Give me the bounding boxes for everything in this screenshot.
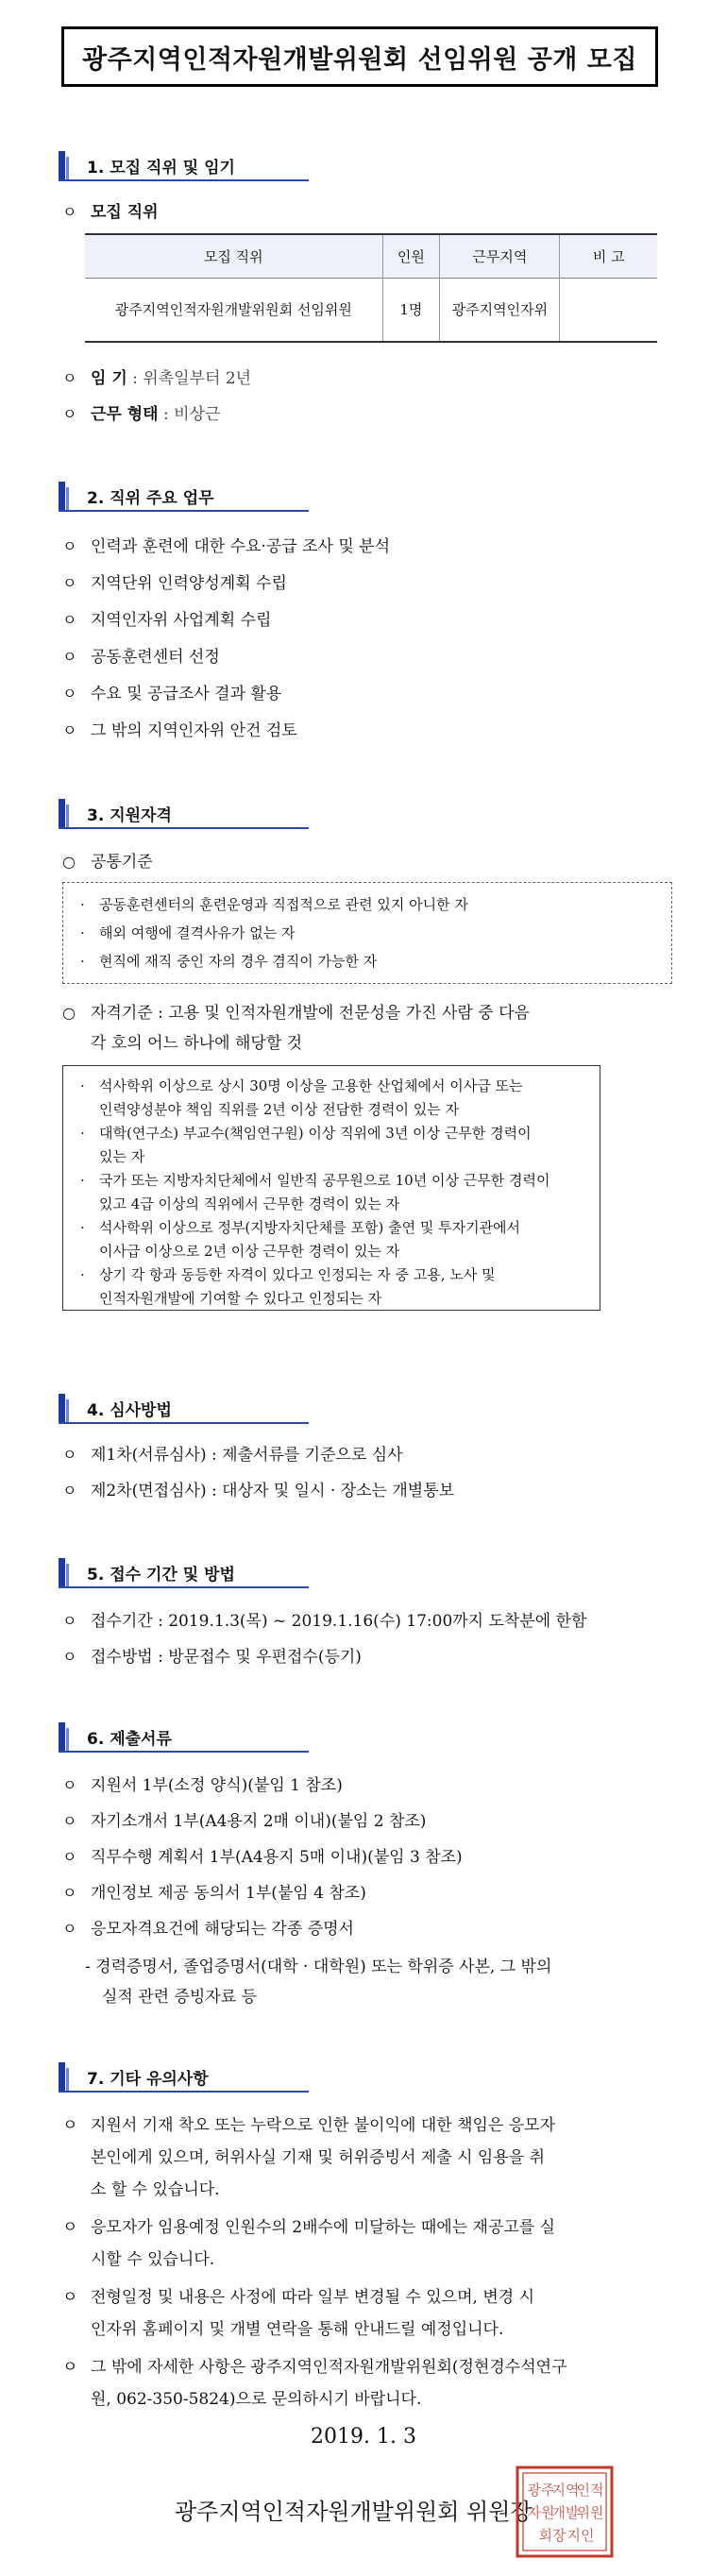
note-paragraph-cont: 본인에게 있으며, 허위사실 기재 및 허위증빙서 제출 시 임용을 취 [91, 2148, 546, 2167]
term-line: ㅇ 임 기 : 위촉일부터 2년 [62, 369, 252, 388]
common-criteria-box [62, 882, 672, 984]
section-3-heading-text: 3. 지원자격 [87, 806, 172, 825]
list-item-cont: 이사급 이상으로 2년 이상 근무한 경력이 있는 자 [99, 1243, 400, 1260]
section-7-heading-text: 7. 기타 유의사항 [87, 2070, 209, 2089]
svg-text:인적: 인적 [576, 2482, 604, 2499]
list-item: ㅇ 접수방법 : 방문접수 및 우편접수(등기) [62, 1648, 362, 1667]
list-item: ㅇ 제1차(서류심사) : 제출서류를 기준으로 심사 [62, 1446, 403, 1465]
table-header: 근무지역 [440, 234, 560, 278]
section-2-heading-text: 2. 직위 주요 업무 [87, 489, 214, 508]
table-cell: 1명 [382, 278, 440, 342]
sub-list-line-1: - 경력증명서, 졸업증명서(대학 · 대학원) 또는 학위증 사본, 그 밖의 [85, 1957, 552, 1976]
page-title: 광주지역인적자원개발위원회 선임위원 공개 모집 [61, 26, 658, 87]
list-item: · 석사학위 이상으로 정부(지방자치단체를 포함) 출연 및 투자기관에서 [80, 1219, 521, 1236]
section-1-heading [59, 149, 309, 181]
svg-text:지역: 지역 [551, 2482, 580, 2499]
section-6-heading [59, 1720, 309, 1753]
table-header: 인원 [382, 234, 440, 278]
section-4-heading-text: 4. 심사방법 [87, 1401, 172, 1420]
svg-text:위원: 위원 [576, 2504, 604, 2521]
list-item: ㅇ 직무수행 계획서 1부(A4용지 5매 이내)(붙임 3 참조) [62, 1848, 463, 1867]
list-item: · 해외 여행에 결격사유가 없는 자 [80, 924, 296, 941]
table-cell [560, 278, 657, 342]
table-cell: 광주지역인자위 [440, 278, 560, 342]
svg-text:광주: 광주 [527, 2482, 555, 2499]
work-type-line: ㅇ 근무 형태 : 비상근 [62, 405, 221, 424]
note-paragraph: ㅇ 그 밖에 자세한 사항은 광주지역인적자원개발위원회(정현경수석연구 [62, 2358, 567, 2377]
note-paragraph-cont: 시할 수 있습니다. [91, 2250, 215, 2269]
table-row [85, 278, 657, 342]
svg-text:지인: 지인 [566, 2527, 595, 2544]
note-paragraph-cont: 원, 062-350-5824)으로 문의하시기 바랍니다. [91, 2390, 422, 2409]
official-seal-icon [515, 2465, 615, 2559]
document-date: 2019. 1. 3 [311, 2425, 416, 2449]
list-item: ㅇ 자기소개서 1부(A4용지 2매 이내)(붙임 2 참조) [62, 1812, 427, 1831]
qualification-box [62, 1065, 600, 1311]
note-paragraph-cont: 소 할 수 있습니다. [91, 2180, 220, 2199]
note-paragraph: ㅇ 지원서 기재 착오 또는 누락으로 인한 불이익에 대한 책임은 응모자 [62, 2116, 556, 2135]
note-paragraph-cont: 인자위 홈페이지 및 개별 연락을 통해 안내드릴 예정입니다. [91, 2320, 504, 2339]
list-item: · 현직에 재직 중인 자의 경우 겸직이 가능한 자 [80, 953, 378, 970]
list-item: ㅇ 개인정보 제공 동의서 1부(붙임 4 참조) [62, 1884, 366, 1903]
section-6-heading-text: 6. 제출서류 [87, 1730, 172, 1749]
section-1-heading-text: 1. 모집 직위 및 임기 [87, 159, 235, 178]
table-header: 모집 직위 [203, 247, 263, 265]
table-cell: 광주지역인적자원개발위원회 선임위원 [114, 301, 352, 319]
qualification-line-2: 각 호의 어느 하나에 해당할 것 [91, 1034, 303, 1053]
note-paragraph: ㅇ 전형일정 및 내용은 사정에 따라 일부 변경될 수 있으며, 변경 시 [62, 2288, 534, 2307]
list-item-cont: 있고 4급 이상의 직위에서 근무한 경력이 있는 자 [99, 1195, 400, 1212]
list-item: · 공동훈련센터의 훈련운영과 직접적으로 관련 있지 아니한 자 [80, 896, 468, 913]
list-item: ㅇ 접수기간 : 2019.1.3(목) ~ 2019.1.16(수) 17:00까지 도착분에 한함 [62, 1612, 587, 1631]
list-item: ㅇ 지원서 1부(소정 양식)(붙임 1 참조) [62, 1776, 343, 1795]
list-item: · 국가 또는 지방자치단체에서 일반직 공무원으로 10년 이상 근무한 경력이 [80, 1172, 550, 1189]
section-3-heading [59, 797, 309, 829]
svg-text:개발: 개발 [551, 2504, 580, 2521]
list-item-cont: 있는 자 [99, 1148, 145, 1165]
list-item-cont: 인적자원개발에 기여할 수 있다고 인정되는 자 [99, 1290, 382, 1307]
list-item: · 상기 각 항과 동등한 자격이 있다고 인정되는 자 중 고용, 노사 및 [80, 1266, 496, 1283]
list-item: ㅇ 수요 및 공급조사 결과 활용 [62, 685, 282, 703]
list-item: ㅇ 지역단위 인력양성계획 수립 [62, 574, 287, 593]
list-item: ㅇ 공동훈련센터 선정 [62, 648, 220, 667]
list-item: ㅇ 인력과 훈련에 대한 수요·공급 조사 및 분석 [62, 537, 391, 556]
position-table [85, 233, 657, 343]
section-4-heading [59, 1392, 309, 1424]
list-item: · 대학(연구소) 부교수(책임연구원) 이상 직위에 3년 이상 근무한 경력이 [80, 1125, 532, 1142]
common-criteria-label: ○ 공통기준 [62, 853, 153, 872]
section-5-heading [59, 1556, 309, 1588]
table-header: 비 고 [560, 234, 657, 278]
note-paragraph: ㅇ 응모자가 임용예정 인원수의 2배수에 미달하는 때에는 재공고를 실 [62, 2218, 556, 2237]
svg-text:자원: 자원 [527, 2504, 555, 2521]
svg-text:회장: 회장 [538, 2527, 566, 2544]
sub-list-line-2: 실적 관련 증빙자료 등 [102, 1988, 258, 2007]
section-5-heading-text: 5. 접수 기간 및 방법 [87, 1566, 235, 1585]
list-item: ㅇ 제2차(면접심사) : 대상자 및 일시 · 장소는 개별통보 [62, 1482, 455, 1500]
qualification-line-1: ○ 자격기준 : 고용 및 인적자원개발에 전문성을 가진 사람 중 다음 [62, 1004, 530, 1023]
list-item-cont: 인력양성분야 책임 직위를 2년 이상 전담한 경력이 있는 자 [99, 1101, 459, 1118]
recruit-position-label: ㅇ 모집 직위 [62, 203, 159, 222]
list-item: ㅇ 그 밖의 지역인자위 안건 검토 [62, 721, 297, 740]
list-item: · 석사학위 이상으로 상시 30명 이상을 고용한 산업체에서 이사급 또는 [80, 1077, 523, 1094]
table-header-row [85, 234, 657, 278]
list-item: ㅇ 응모자격요건에 해당되는 각종 증명서 [62, 1920, 354, 1939]
signature-line: 광주지역인적자원개발위원회 위원장 [175, 2499, 533, 2525]
section-7-heading [59, 2060, 309, 2093]
list-item: ㅇ 지역인자위 사업계획 수립 [62, 611, 272, 630]
section-2-heading [59, 480, 309, 512]
